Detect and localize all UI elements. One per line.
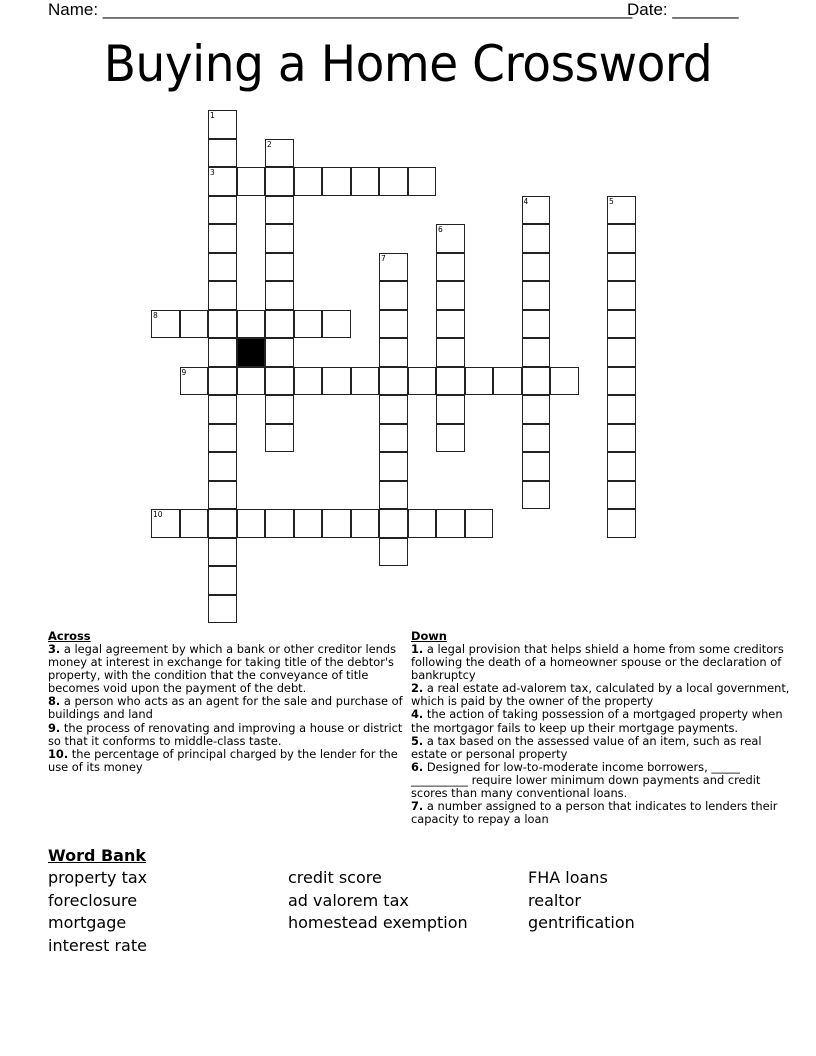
grid-cell[interactable] xyxy=(408,509,437,538)
grid-cell[interactable] xyxy=(493,367,522,396)
word-bank-item: realtor xyxy=(528,890,581,910)
grid-cell[interactable] xyxy=(379,167,408,196)
grid-cell[interactable] xyxy=(180,509,209,538)
grid-cell[interactable] xyxy=(208,281,237,310)
clue-down-1 xyxy=(411,643,791,682)
cell-number: 8 xyxy=(153,310,158,320)
grid-cell[interactable] xyxy=(522,424,551,453)
grid-cell[interactable] xyxy=(265,509,294,538)
down-heading: Down xyxy=(411,629,447,643)
clue-text: a person who acts as an agent for the sale and purchase of buildings and land xyxy=(48,694,403,722)
grid-cell[interactable] xyxy=(607,281,636,310)
grid-cell[interactable] xyxy=(379,253,408,282)
word-bank-item: property tax xyxy=(48,868,148,887)
grid-cell[interactable] xyxy=(436,367,465,396)
cell-number: 9 xyxy=(181,367,187,377)
clue-across-10 xyxy=(48,748,408,774)
grid-cell[interactable] xyxy=(208,395,237,424)
grid-cell[interactable] xyxy=(351,509,380,538)
grid-cell[interactable] xyxy=(379,481,408,510)
grid-cell[interactable] xyxy=(522,253,551,282)
grid-cell[interactable] xyxy=(208,110,237,139)
cell-number: 1 xyxy=(210,111,215,120)
grid-cell[interactable] xyxy=(208,452,237,481)
grid-cell[interactable] xyxy=(607,224,636,253)
grid-cell[interactable] xyxy=(322,509,351,538)
grid-cell[interactable] xyxy=(322,310,351,339)
grid-cell[interactable] xyxy=(522,452,551,481)
grid-cell[interactable] xyxy=(208,566,237,595)
grid-cell[interactable] xyxy=(465,509,494,538)
clue-text: Designed for low-to-moderate income borrowers, _____ __________ require lower minimum down payments and credit scores than many conventional loans. xyxy=(411,759,761,801)
grid-cell[interactable] xyxy=(607,424,636,453)
page-title: Buying a Home Crossword xyxy=(103,35,713,93)
grid-cell[interactable] xyxy=(436,281,465,310)
grid-cell[interactable] xyxy=(294,167,323,196)
clue-number: 1. xyxy=(411,642,424,656)
grid-cell[interactable] xyxy=(379,367,408,396)
cell-number: 4 xyxy=(523,196,529,206)
grid-cell[interactable] xyxy=(351,367,380,396)
across-clues xyxy=(48,629,408,774)
grid-cell[interactable] xyxy=(208,424,237,453)
word-bank-item: interest rate xyxy=(48,935,147,955)
grid-cell[interactable] xyxy=(607,310,636,339)
clue-text: a tax based on the assessed value of an item, such as real estate or personal property xyxy=(411,733,762,761)
down-clues xyxy=(411,629,791,826)
cell-number: 3 xyxy=(210,168,215,177)
grid-cell[interactable] xyxy=(208,538,237,567)
grid-cell[interactable] xyxy=(237,509,266,538)
grid-cell[interactable] xyxy=(379,424,408,453)
grid-cell[interactable] xyxy=(607,395,636,424)
word-bank xyxy=(48,845,768,957)
grid-cell[interactable] xyxy=(408,367,437,396)
grid-cell[interactable] xyxy=(322,367,351,396)
word-bank-item: gentrification xyxy=(528,913,635,933)
grid-cell[interactable] xyxy=(522,338,551,367)
grid-cell[interactable] xyxy=(208,367,237,396)
grid-cell[interactable] xyxy=(379,338,408,367)
grid-cell[interactable] xyxy=(294,367,323,396)
date-field[interactable]: Date: _______ xyxy=(627,0,739,19)
grid-cell[interactable] xyxy=(208,310,237,339)
grid-cell[interactable] xyxy=(180,367,209,396)
grid-cell[interactable] xyxy=(265,395,294,424)
word-bank-item: credit score xyxy=(288,868,382,887)
grid-cell[interactable] xyxy=(522,367,551,396)
clue-number: 6. xyxy=(411,759,424,774)
word-bank-item: mortgage xyxy=(48,913,127,933)
grid-cell[interactable] xyxy=(607,196,636,225)
grid-cell[interactable] xyxy=(522,481,551,510)
across-heading: Across xyxy=(48,629,91,643)
black-cell xyxy=(237,338,266,367)
grid-cell[interactable] xyxy=(379,509,408,538)
grid-cell[interactable] xyxy=(208,481,237,510)
grid-cell[interactable] xyxy=(436,224,465,253)
clue-number: 10. xyxy=(48,746,69,761)
word-bank-item: foreclosure xyxy=(48,890,138,910)
grid-cell[interactable] xyxy=(265,338,294,367)
grid-cell[interactable] xyxy=(408,167,437,196)
grid-cell[interactable] xyxy=(436,509,465,538)
clue-down-6 xyxy=(411,761,791,800)
grid-cell[interactable] xyxy=(379,538,408,567)
grid-cell[interactable] xyxy=(265,424,294,453)
clue-text: a legal provision that helps shield a home from some creditors following the death of a homeowner spouse or the declaration of bankruptcy xyxy=(411,642,784,683)
grid-cell[interactable] xyxy=(151,509,180,538)
grid-cell[interactable] xyxy=(607,452,636,481)
grid-cell[interactable] xyxy=(265,310,294,339)
grid-cell[interactable] xyxy=(351,167,380,196)
grid-cell[interactable] xyxy=(436,395,465,424)
grid-cell[interactable] xyxy=(379,452,408,481)
clue-number: 8. xyxy=(48,694,61,709)
grid-cell[interactable] xyxy=(208,139,237,168)
grid-cell[interactable] xyxy=(379,310,408,339)
word-bank-heading: Word Bank xyxy=(48,846,147,865)
grid-cell[interactable] xyxy=(265,224,294,253)
clue-text: the percentage of principal charged by the lender for the use of its money xyxy=(48,746,398,774)
grid-cell[interactable] xyxy=(522,196,551,225)
word-bank-item: ad valorem tax xyxy=(288,890,409,910)
cell-number: 2 xyxy=(267,139,272,149)
grid-cell[interactable] xyxy=(379,281,408,310)
grid-cell[interactable] xyxy=(265,367,294,396)
grid-cell[interactable] xyxy=(436,310,465,339)
grid-cell[interactable] xyxy=(465,367,494,396)
grid-cell[interactable] xyxy=(522,395,551,424)
grid-cell[interactable] xyxy=(208,595,237,624)
grid-cell[interactable] xyxy=(208,224,237,253)
grid-cell[interactable] xyxy=(208,196,237,225)
grid-cell[interactable] xyxy=(379,395,408,424)
grid-cell[interactable] xyxy=(265,281,294,310)
grid-cell[interactable] xyxy=(151,310,180,339)
grid-cell[interactable] xyxy=(208,167,237,196)
clue-text: a number assigned to a person that indicates to lenders their capacity to repay a loan xyxy=(411,799,778,827)
grid-cell[interactable] xyxy=(550,367,579,396)
grid-cell[interactable] xyxy=(265,139,294,168)
grid-cell[interactable] xyxy=(607,509,636,538)
grid-cell[interactable] xyxy=(237,310,266,339)
cell-number: 7 xyxy=(381,253,386,263)
grid-cell[interactable] xyxy=(294,509,323,538)
cell-number: 10 xyxy=(153,510,163,519)
clue-text: a real estate ad-valorem tax, calculated by a local government, which is paid by the owner of the property xyxy=(411,681,790,709)
grid-cell[interactable] xyxy=(607,367,636,396)
grid-cell[interactable] xyxy=(607,253,636,282)
grid-cell[interactable] xyxy=(607,481,636,510)
clue-text: the process of renovating and improving a house or district so that it conforms to middle-class taste. xyxy=(48,720,403,748)
clue-down-4 xyxy=(411,708,791,734)
grid-cell[interactable] xyxy=(436,253,465,282)
grid-cell[interactable] xyxy=(237,167,266,196)
grid-cell[interactable] xyxy=(294,310,323,339)
clue-across-8 xyxy=(48,695,408,721)
clue-across-9 xyxy=(48,722,408,748)
word-bank-list xyxy=(48,867,768,957)
grid-cell[interactable] xyxy=(265,196,294,225)
grid-cell[interactable] xyxy=(180,310,209,339)
grid-cell[interactable] xyxy=(237,367,266,396)
grid-cell[interactable] xyxy=(265,253,294,282)
grid-cell[interactable] xyxy=(208,509,237,538)
grid-cell[interactable] xyxy=(208,253,237,282)
clue-number: 3. xyxy=(48,642,61,656)
grid-cell[interactable] xyxy=(522,281,551,310)
clue-number: 2. xyxy=(411,681,424,696)
clue-down-7 xyxy=(411,800,791,826)
word-bank-item: FHA loans xyxy=(528,868,608,887)
grid-cell[interactable] xyxy=(522,310,551,339)
word-bank-item: homestead exemption xyxy=(288,913,468,933)
clue-number: 5. xyxy=(411,733,424,748)
clue-text: a legal agreement by which a bank or other creditor lends money at interest in exchange for taking title of the debtor's property, with the condition that the conveyance of title becomes void upon the payment of the debt. xyxy=(48,642,396,696)
clue-number: 7. xyxy=(411,799,424,814)
cell-number: 5 xyxy=(609,196,614,206)
grid-cell[interactable] xyxy=(322,167,351,196)
clue-down-2 xyxy=(411,682,791,708)
grid-cell[interactable] xyxy=(522,224,551,253)
clue-number: 4. xyxy=(411,707,424,722)
grid-cell[interactable] xyxy=(208,338,237,367)
grid-cell[interactable] xyxy=(265,167,294,196)
clue-number: 9. xyxy=(48,720,61,735)
clue-across-3 xyxy=(48,643,408,695)
name-field[interactable]: Name: ________________________________________________________ xyxy=(48,0,633,19)
clue-down-5 xyxy=(411,735,791,761)
clue-text: the action of taking possession of a mortgaged property when the mortgagor fails to keep up their mortgage payments. xyxy=(411,707,783,735)
grid-cell[interactable] xyxy=(436,424,465,453)
grid-cell[interactable] xyxy=(607,338,636,367)
grid-cell[interactable] xyxy=(436,338,465,367)
cell-number: 6 xyxy=(438,225,443,234)
